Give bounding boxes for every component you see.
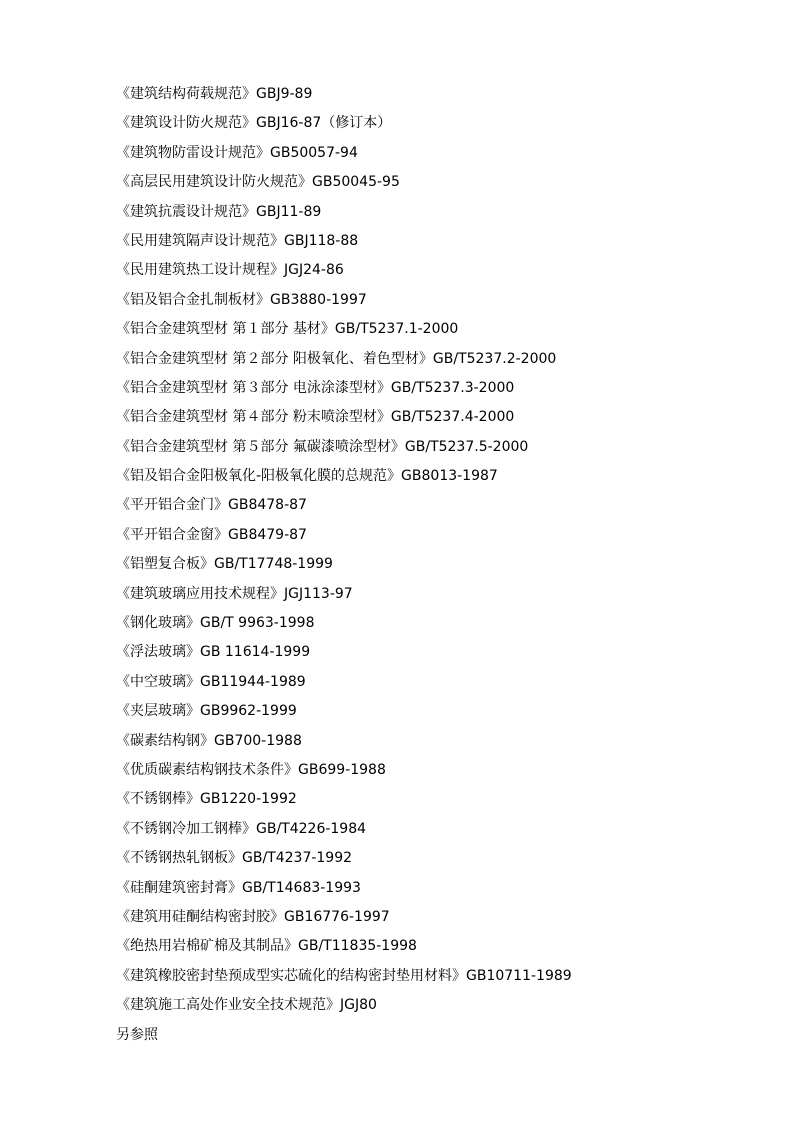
standard-item: 《铝及铝合金扎制板材》GB3880-1997 — [116, 291, 367, 308]
standard-item: 《铝合金建筑型材 第３部分 电泳涂漆型材》GB/T5237.3-2000 — [116, 379, 515, 396]
standard-item: 《优质碳素结构钢技术条件》GB699-1988 — [116, 761, 386, 778]
standard-item: 《建筑橡胶密封垫预成型实芯硫化的结构密封垫用材料》GB10711-1989 — [116, 967, 572, 984]
standards-list — [116, 84, 572, 1054]
standard-item: 《浮法玻璃》GB 11614-1999 — [116, 644, 311, 661]
standard-item: 《夹层玻璃》GB9962-1999 — [116, 703, 297, 720]
standard-item: 《高层民用建筑设计防火规范》GB50045-95 — [116, 174, 400, 191]
standard-item: 《建筑抗震设计规范》GBJ11-89 — [116, 203, 322, 220]
standard-item: 《建筑物防雷设计规范》GB50057-94 — [116, 144, 358, 161]
standard-item: 《建筑施工高处作业安全技术规范》JGJ80 — [116, 997, 377, 1014]
standard-item: 《铝合金建筑型材 第５部分 氟碳漆喷涂型材》GB/T5237.5-2000 — [116, 438, 529, 455]
standard-item: 《建筑结构荷载规范》GBJ9-89 — [116, 86, 313, 102]
standard-item: 《铝及铝合金阳极氧化-阳极氧化膜的总规范》GB8013-1987 — [116, 468, 498, 485]
standard-item: 《钢化玻璃》GB/T 9963-1998 — [116, 615, 315, 632]
standard-item: 《硅酮建筑密封膏》GB/T14683-1993 — [116, 879, 361, 896]
standard-item: 《铝合金建筑型材 第２部分 阳极氧化、着色型材》GB/T5237.2-2000 — [116, 350, 557, 367]
standard-item: 《民用建筑热工设计规程》JGJ24-86 — [116, 262, 344, 279]
standard-item: 《建筑玻璃应用技术规程》JGJ113-97 — [116, 585, 353, 602]
standard-item: 《不锈钢热轧钢板》GB/T4237-1992 — [116, 850, 353, 867]
standard-item: 《铝塑复合板》GB/T17748-1999 — [116, 556, 333, 573]
standard-item: 《平开铝合金门》GB8478-87 — [116, 497, 307, 514]
standard-item: 《绝热用岩棉矿棉及其制品》GB/T11835-1998 — [116, 938, 417, 955]
see-also-note: 另参照 — [116, 1026, 158, 1043]
standard-item: 《建筑用硅酮结构密封胶》GB16776-1997 — [116, 908, 390, 925]
standard-item: 《不锈钢棒》GB1220-1992 — [116, 791, 297, 808]
standard-item: 《碳素结构钢》GB700-1988 — [116, 732, 302, 749]
standard-item: 《铝合金建筑型材 第１部分 基材》GB/T5237.1-2000 — [116, 321, 459, 338]
standard-item: 《铝合金建筑型材 第４部分 粉末喷涂型材》GB/T5237.4-2000 — [116, 409, 515, 426]
standard-item: 《平开铝合金窗》GB8479-87 — [116, 526, 307, 543]
standard-item: 《中空玻璃》GB11944-1989 — [116, 673, 306, 690]
standard-item: 《建筑设计防火规范》GBJ16-87（修订本） — [116, 115, 392, 132]
standard-item: 《不锈钢冷加工钢棒》GB/T4226-1984 — [116, 820, 367, 837]
standard-item: 《民用建筑隔声设计规范》GBJ118-88 — [116, 232, 359, 249]
